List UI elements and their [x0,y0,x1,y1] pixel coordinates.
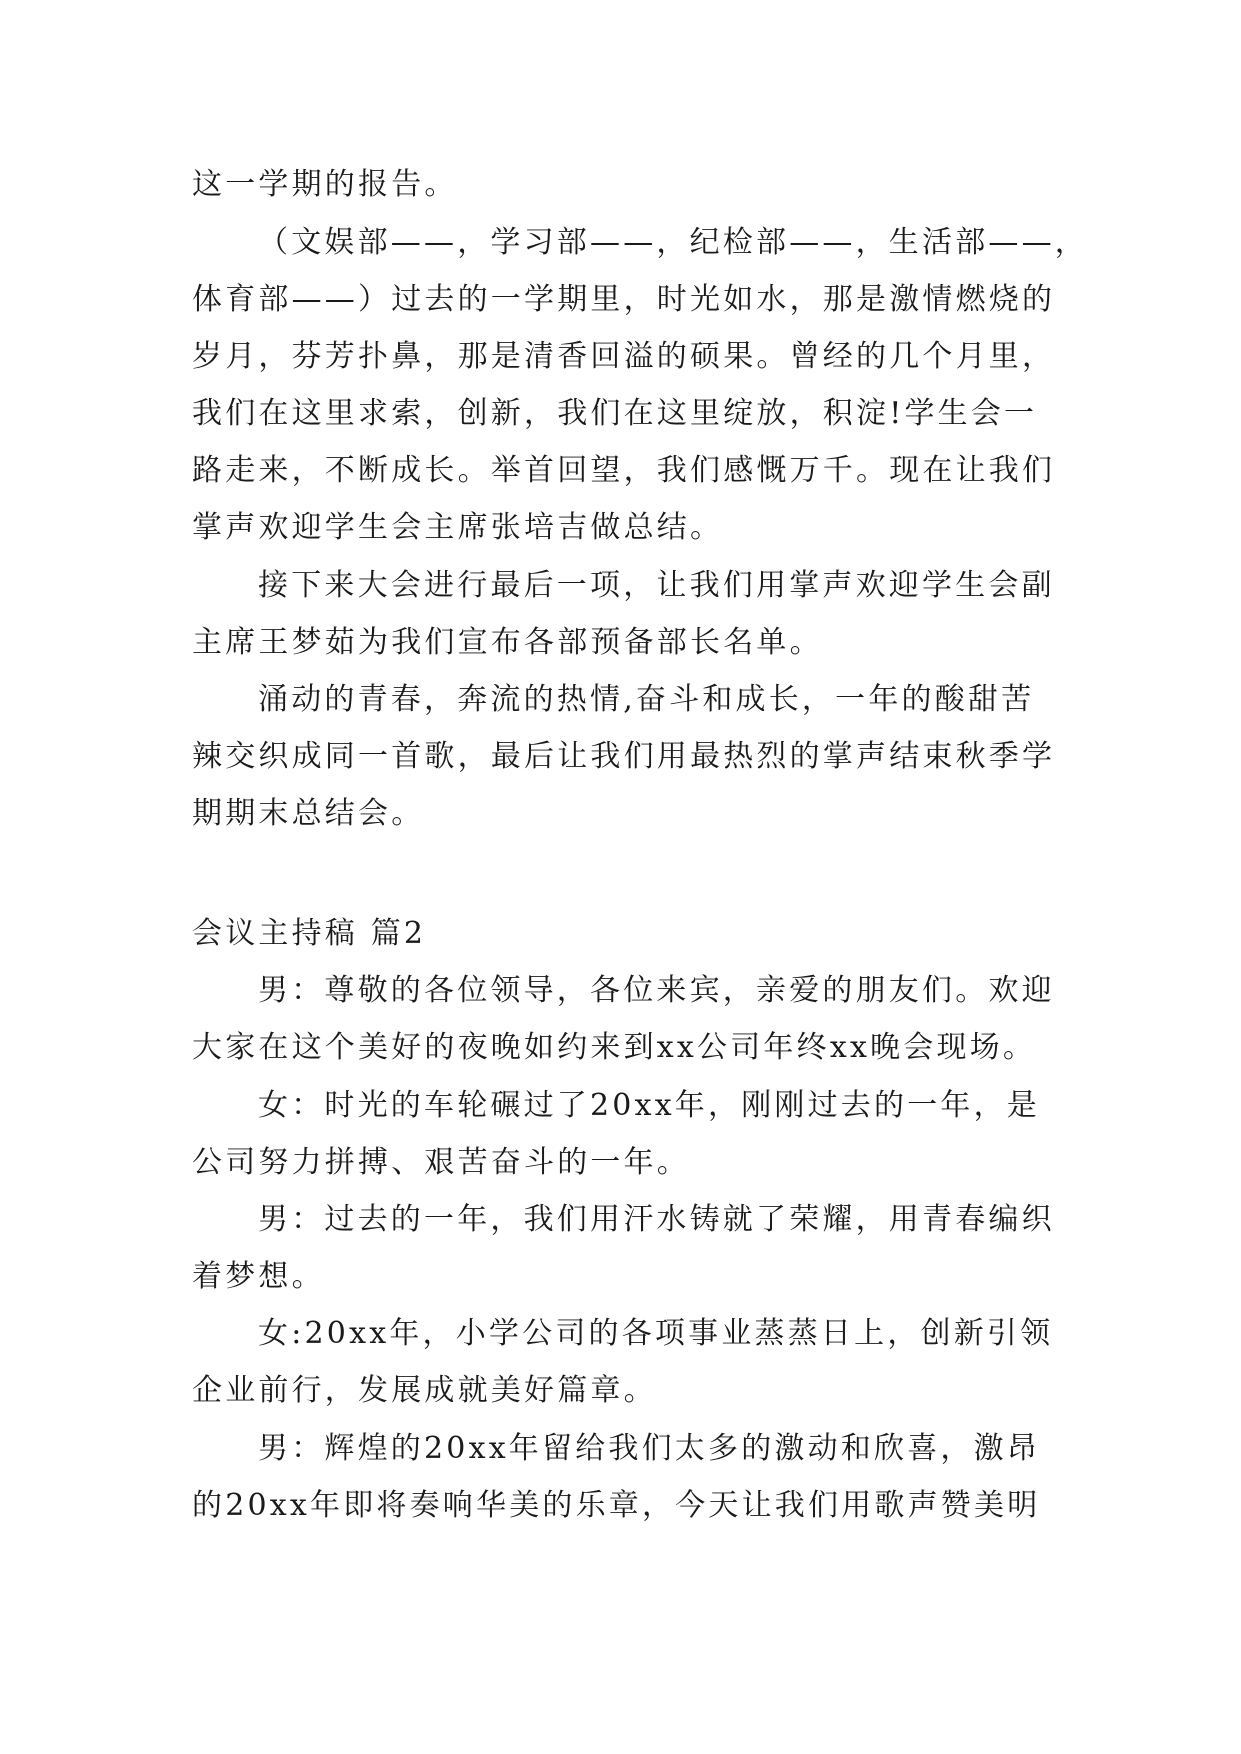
paragraph-line: 岁月，芬芳扑鼻，那是清香回溢的硕果。曾经的几个月里， [192,339,1056,374]
paragraph-line: 的20xx年即将奏响华美的乐章，今天让我们用歌声赞美明 [192,1488,1041,1523]
paragraph-line: 我们在这里求索，创新，我们在这里绽放，积淀!学生会一 [192,396,1038,431]
paragraph-line: 掌声欢迎学生会主席张培吉做总结。 [192,510,724,545]
paragraph-line: 男：过去的一年，我们用汗水铸就了荣耀，用青春编织 [258,1202,1055,1237]
paragraph-line: 路走来，不断成长。举首回望，我们感慨万千。现在让我们 [192,453,1056,488]
paragraph-line: 体育部——）过去的一学期里，时光如水，那是激情燃烧的 [192,282,1056,317]
paragraph-line: 涌动的青春，奔流的热情,奋斗和成长，一年的酸甜苦 [258,682,1035,717]
paragraph-line: 接下来大会进行最后一项，让我们用掌声欢迎学生会副 [258,568,1055,603]
section-heading: 会议主持稿 篇2 [192,916,427,951]
paragraph-line: 男：辉煌的20xx年留给我们太多的激动和欣喜，激昂 [258,1431,1041,1466]
paragraph-line: 这一学期的报告。 [192,167,458,202]
paragraph-line: 着梦想。 [192,1259,325,1294]
paragraph-line: 女：时光的车轮碾过了20xx年，刚刚过去的一年，是 [258,1088,1041,1123]
paragraph-line: 辣交织成同一首歌，最后让我们用最热烈的掌声结束秋季学 [192,739,1056,774]
paragraph-line: 主席王梦茹为我们宣布各部预备部长名单。 [192,625,823,660]
paragraph-line: （文娱部——，学习部——，纪检部——，生活部——， [258,225,1088,260]
paragraph-line: 大家在这个美好的夜晚如约来到xx公司年终xx晚会现场。 [192,1030,1037,1065]
paragraph-line: 公司努力拼搏、艰苦奋斗的一年。 [192,1145,690,1180]
paragraph-line: 期期末总结会。 [192,796,425,831]
paragraph-line: 男：尊敬的各位领导，各位来宾，亲爱的朋友们。欢迎 [258,973,1055,1008]
paragraph-line: 女:20xx年，小学公司的各项事业蒸蒸日上，创新引领 [258,1316,1054,1351]
paragraph-line: 企业前行，发展成就美好篇章。 [192,1373,657,1408]
